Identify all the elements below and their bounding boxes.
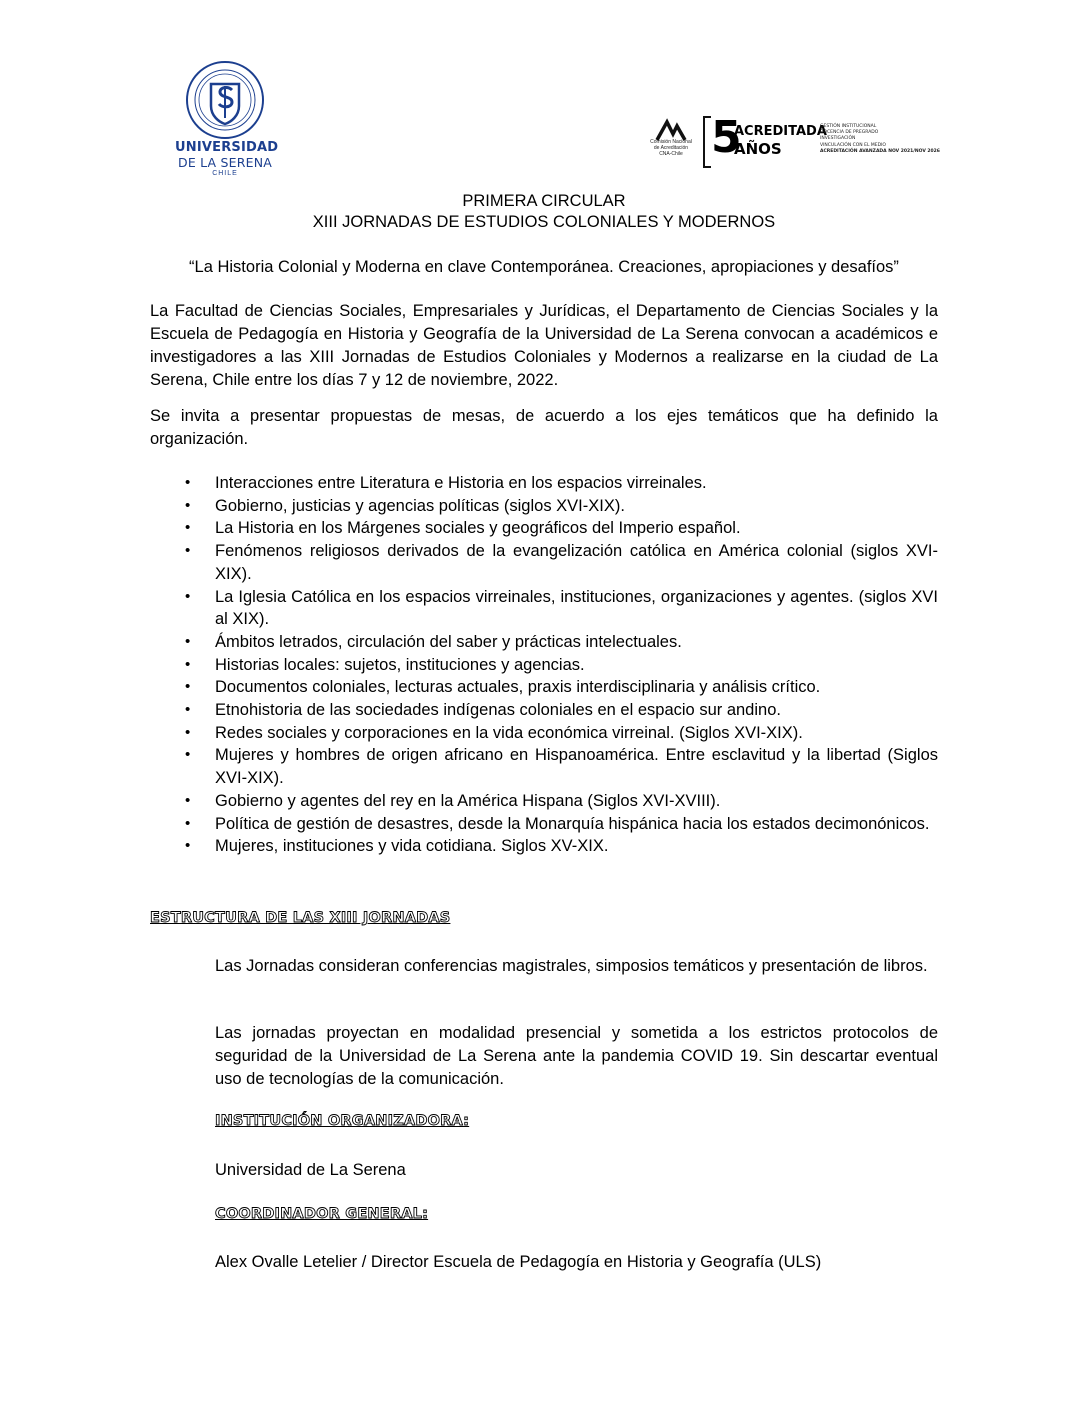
university-name-line2: DE LA SERENA bbox=[178, 155, 272, 170]
list-item: • Gobierno y agentes del rey en la América Hispana (Siglos XVI-XVIII). bbox=[150, 790, 938, 813]
area-item: GESTIÓN INSTITUCIONAL bbox=[820, 124, 877, 129]
list-item: • Historias locales: sujetos, instituciones y agencias. bbox=[150, 654, 938, 677]
coordinator-name: Alex Ovalle Letelier / Director Escuela de Pedagogía en Historia y Geografía (ULS) bbox=[215, 1253, 822, 1271]
cna-line-3: CNA-Chile bbox=[659, 151, 683, 157]
area-item: DOCENCIA DE PREGRADO bbox=[820, 130, 879, 136]
list-item: • La Iglesia Católica en los espacios virreinales, instituciones, organizaciones y agentes. (siglos XVI al XIX). bbox=[150, 586, 938, 631]
university-name-line1: UNIVERSIDAD bbox=[175, 140, 279, 155]
document-title-line2: XIII JORNADAS DE ESTUDIOS COLONIALES Y MODERNOS bbox=[312, 213, 776, 231]
cna-agency-name bbox=[641, 139, 701, 157]
accreditation-years: 5 bbox=[711, 112, 742, 163]
list-item: • Fenómenos religiosos derivados de la evangelización católica en América colonial (siglos XVI-XIX). bbox=[150, 540, 938, 585]
list-item: • Ámbitos letrados, circulación del saber y prácticas intelectuales. bbox=[150, 631, 938, 654]
list-item: • Mujeres, instituciones y vida cotidiana. Siglos XV-XIX. bbox=[150, 835, 938, 858]
subtitle-quote: “La Historia Colonial y Moderna en clave Contemporánea. Creaciones, apropiaciones y desafíos” bbox=[189, 258, 899, 276]
list-item: • Etnohistoria de las sociedades indígenas coloniales en el espacio sur andino. bbox=[150, 699, 938, 722]
cna-line-1: Comisión Nacional bbox=[650, 139, 692, 145]
organizer-heading: INSTITUCIÓN ORGANIZADORA: bbox=[215, 1113, 470, 1129]
thematic-axes-list bbox=[150, 472, 938, 858]
structure-paragraph-1: Las Jornadas consideran conferencias magistrales, simposios temáticos y presentación de libros. bbox=[215, 957, 928, 975]
document-title-line1: PRIMERA CIRCULAR bbox=[462, 192, 626, 210]
cna-line-2: de Acreditación bbox=[653, 145, 689, 151]
list-item: • Mujeres y hombres de origen africano en Hispanoamérica. Entre esclavitud y la libertad (Siglos XVI-XIX). bbox=[150, 744, 938, 789]
badge-bracket bbox=[703, 116, 711, 168]
structure-paragraph-2: Las jornadas proyectan en modalidad presencial y sometida a los estrictos protocolos de seguridad de la Universidad de La Serena ante la pandemia COVID 19. Sin descartar eventual uso de tecnologías de la comunicación. bbox=[215, 1024, 938, 1088]
list-item: • Redes sociales y corporaciones en la vida económica virreinal. (Siglos XVI-XIX). bbox=[150, 722, 938, 745]
invite-paragraph: Se invita a presentar propuestas de mesas, de acuerdo a los ejes temáticos que ha definido la organización. bbox=[150, 407, 938, 448]
structure-heading: ESTRUCTURA DE LAS XIII JORNADAS bbox=[150, 910, 451, 926]
university-country: CHILE bbox=[212, 170, 238, 177]
list-item: • La Historia en los Márgenes sociales y geográficos del Imperio español. bbox=[150, 517, 938, 540]
list-item: • Interacciones entre Literatura e Historia en los espacios virreinales. bbox=[150, 472, 938, 495]
university-seal-icon bbox=[185, 60, 265, 140]
area-item: INVESTIGACIÓN bbox=[820, 136, 856, 142]
organizer-name: Universidad de La Serena bbox=[215, 1161, 406, 1179]
list-item: • Documentos coloniales, lecturas actuales, praxis interdisciplinaria y análisis crítico. bbox=[150, 676, 938, 699]
accreditation-level: ACREDITACIÓN AVANZADA NOV 2021/NOV 2026 bbox=[820, 148, 940, 154]
accreditation-badge bbox=[650, 112, 945, 170]
list-item: • Política de gestión de desastres, desde la Monarquía hispánica hacia los estados decimonónicos. bbox=[150, 813, 938, 836]
accreditation-label: ACREDITADA bbox=[734, 124, 827, 139]
list-item: • Gobierno, justicias y agencias políticas (siglos XVI-XIX). bbox=[150, 495, 938, 518]
accreditation-years-label: AÑOS bbox=[734, 140, 782, 158]
university-logo bbox=[175, 60, 279, 178]
accreditation-areas bbox=[820, 124, 940, 155]
intro-paragraph: La Facultad de Ciencias Sociales, Empresariales y Jurídicas, el Departamento de Ciencias Sociales y la Escuela de Pedagogía en Historia y Geografía de la Universidad de La Serena convocan a académicos e investigadores a las XIII Jornadas de Estudios Coloniales y Modernos a realizarse en la ciudad de La Serena, Chile entre los días 7 y 12 de noviembre, 2022. bbox=[150, 302, 938, 389]
area-item: VINCULACIÓN CON EL MEDIO bbox=[820, 142, 886, 148]
coordinator-heading: COORDINADOR GENERAL: bbox=[215, 1206, 429, 1222]
